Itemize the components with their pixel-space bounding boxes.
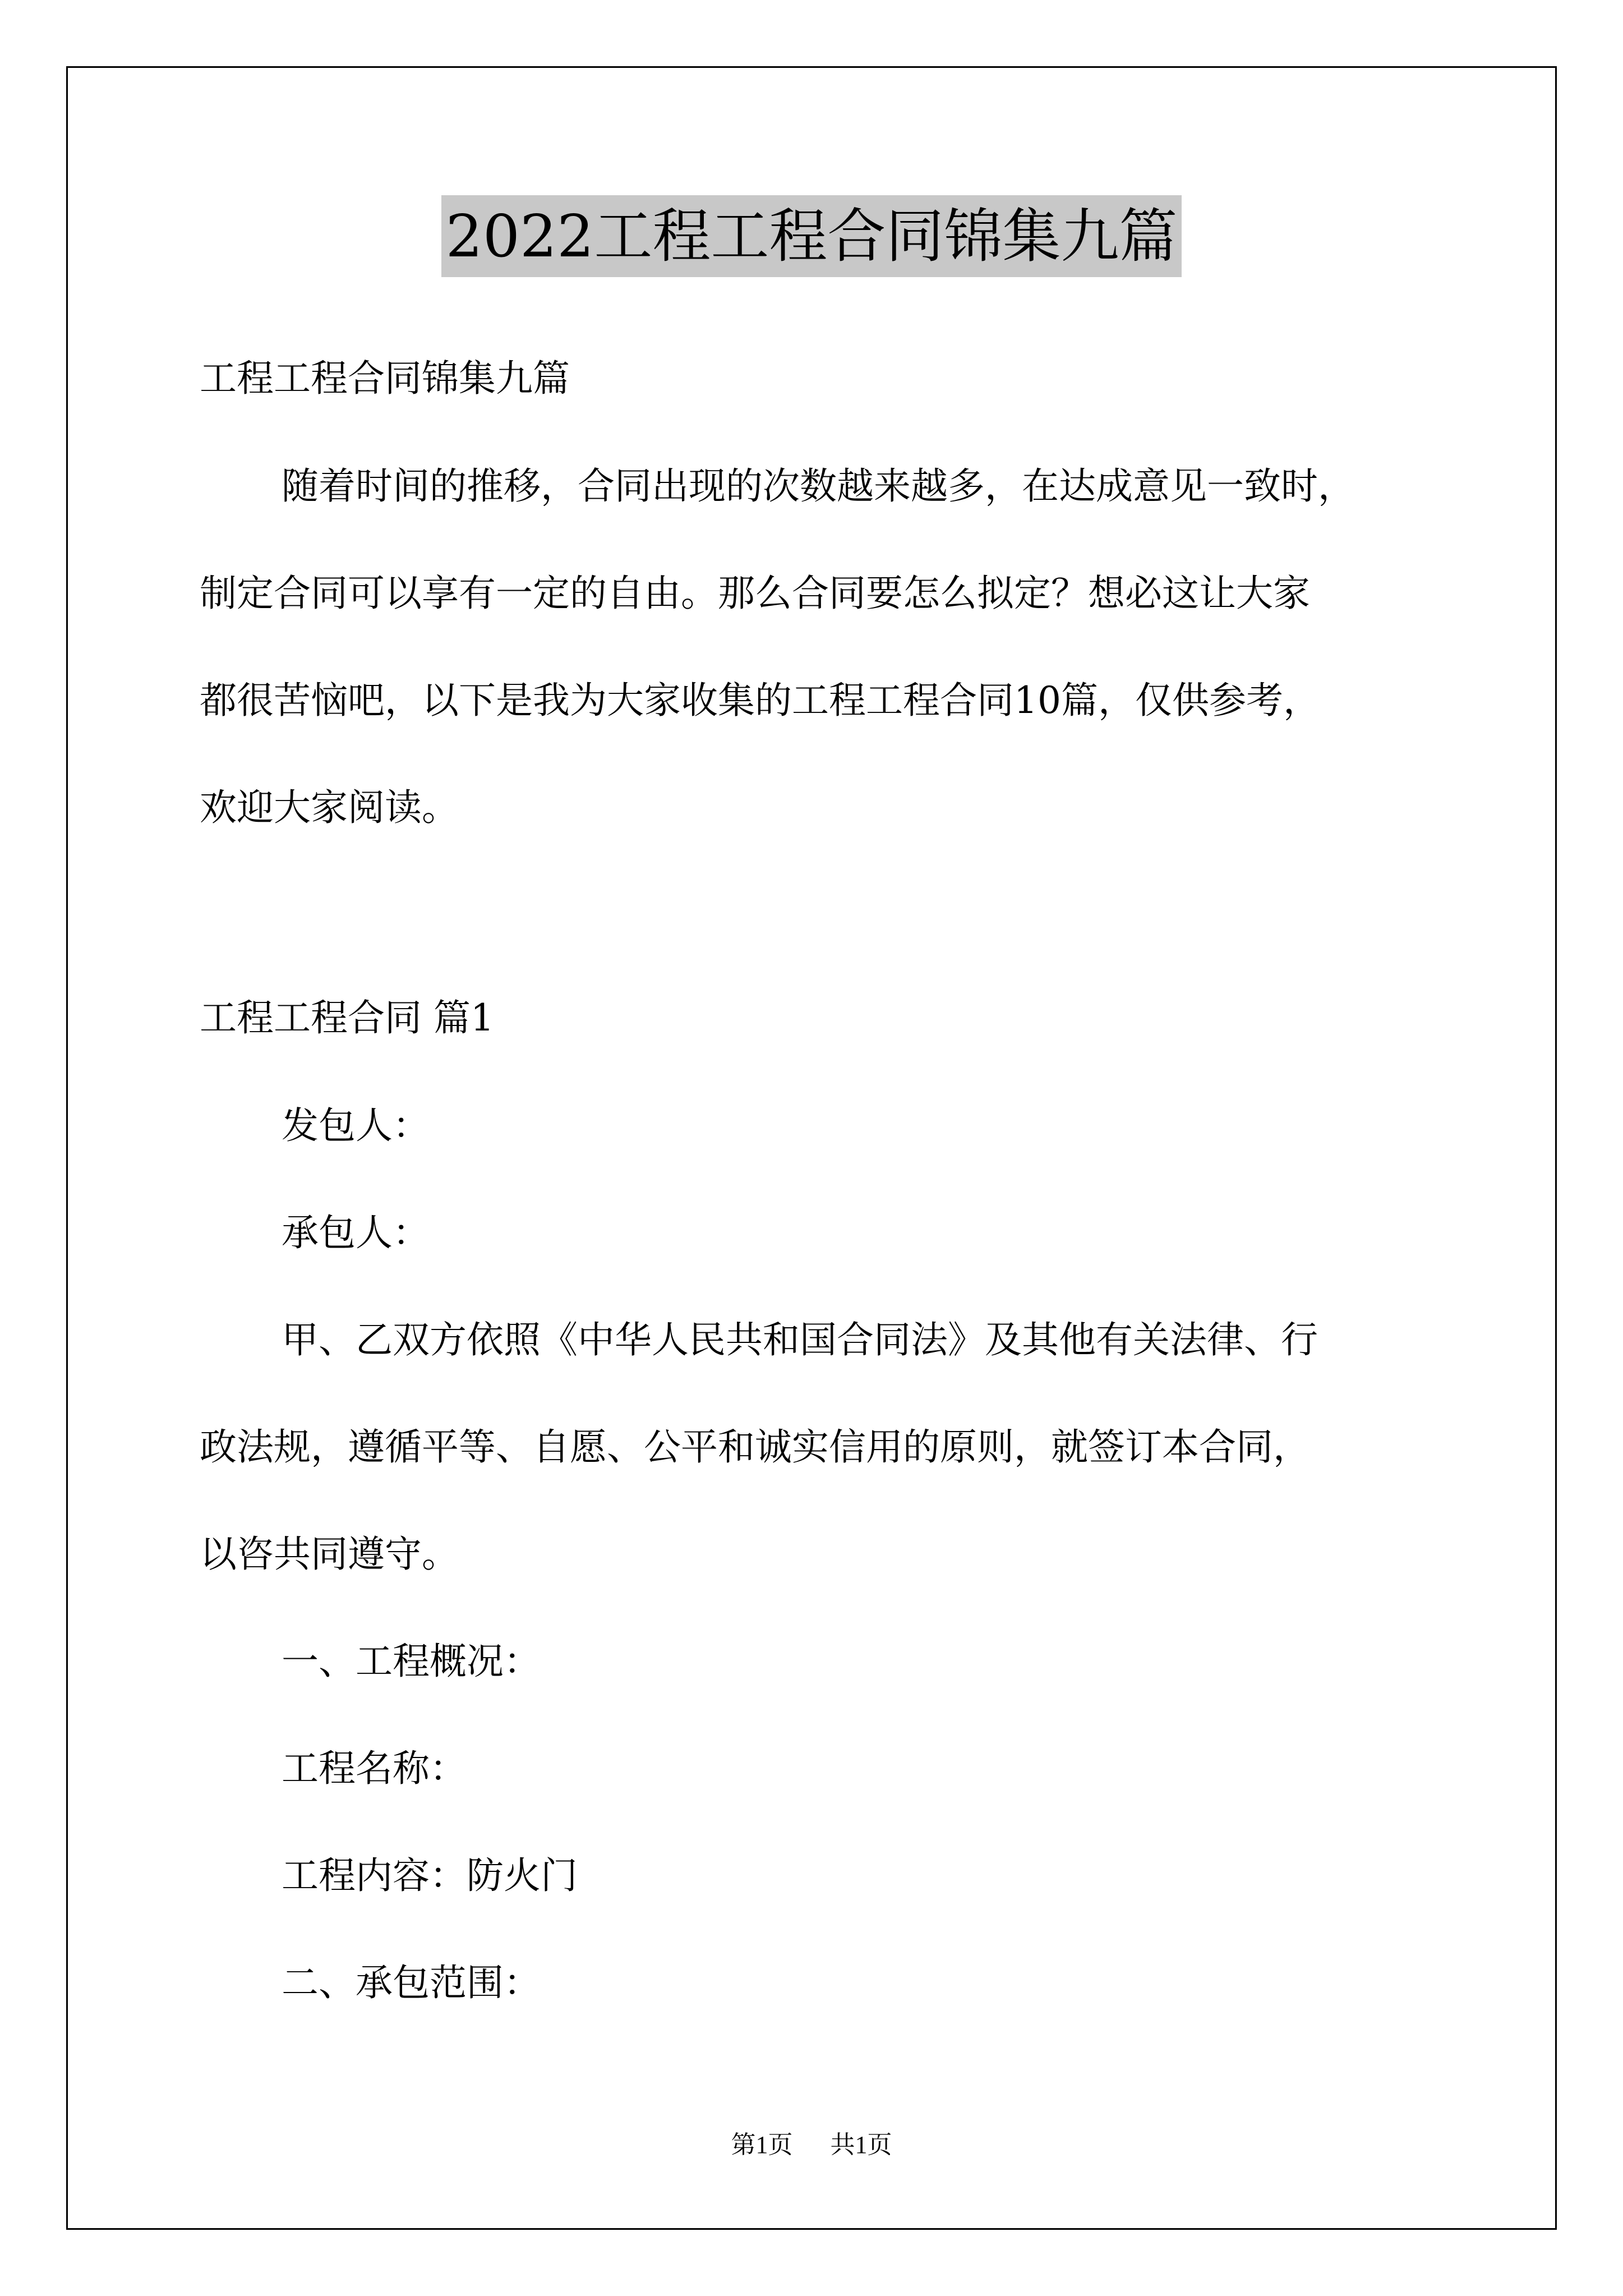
page-number-total: 共1页 (830, 2131, 892, 2159)
item-project-content: 工程内容：防火门 (282, 1854, 578, 1897)
intro-line-2: 制定合同可以享有一定的自由。那么合同要怎么拟定？想必这让大家 (200, 572, 1310, 615)
preamble-line-1: 甲、乙双方依照《中华人民共和国合同法》及其他有关法律、行 (282, 1318, 1318, 1361)
preamble-line-3: 以咨共同遵守。 (200, 1533, 459, 1576)
employer-label: 发包人： (282, 1104, 430, 1147)
item-contract-scope: 二、承包范围： (282, 1961, 541, 2004)
page-number-current: 第1页 (731, 2131, 793, 2159)
document-title (0, 195, 1623, 295)
contractor-label: 承包人： (282, 1211, 430, 1254)
page-footer (0, 2128, 1623, 2162)
intro-line-3: 都很苦恼吧，以下是我为大家收集的工程工程合同10篇，仅供参考， (200, 679, 1320, 722)
document-subtitle: 工程工程合同锦集九篇 (200, 357, 570, 400)
intro-line-4: 欢迎大家阅读。 (200, 786, 459, 829)
item-overview: 一、工程概况： (282, 1640, 541, 1683)
intro-line-1: 随着时间的推移，合同出现的次数越来越多，在达成意见一致时， (282, 464, 1355, 508)
section-heading: 工程工程合同 篇1 (200, 996, 494, 1039)
document-title-text: 2022工程工程合同锦集九篇 (441, 195, 1182, 277)
item-project-name: 工程名称： (282, 1747, 467, 1790)
preamble-line-2: 政法规，遵循平等、自愿、公平和诚实信用的原则，就签订本合同， (200, 1425, 1310, 1469)
